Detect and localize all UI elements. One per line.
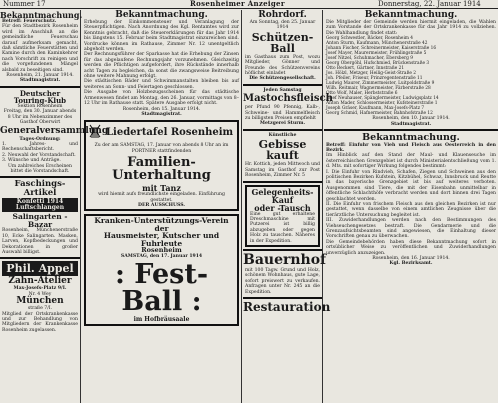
steuer-notice [82, 11, 241, 117]
notice-date: Rosenheim, 21. Januar 1914. [6, 73, 74, 79]
notice-signature: Kgl. Bezirksamt. [389, 261, 433, 267]
mastochs-head: Jeden Samstag [263, 87, 302, 93]
list-item: Anton Mader, Schlossermeister, Kufsteinerstraße 1 [326, 101, 438, 107]
notice-title: Bekanntmachung. [362, 132, 460, 144]
gebisse-ad [243, 133, 322, 179]
kranken-verein-ad [84, 214, 239, 325]
list-item: Otto Beckert, Gärtner, Innstraße 21 [326, 66, 405, 72]
notice-subject: Betreff: Einfuhr von Vieh und Fleisch aus Oesterreich in den Bezirk. [326, 142, 496, 153]
rohrdorf-title: Rohrdorf. [258, 10, 307, 20]
notice-date: Rosenheim, den 16. Januar 1914. [372, 256, 450, 262]
mastochs-title: Mastochsfleisch [243, 93, 333, 105]
festball-place: im Hofbräusaale [133, 316, 190, 324]
lyre-icon [87, 123, 103, 143]
column-4 [324, 10, 498, 403]
column-3 [243, 10, 333, 403]
column-1 [0, 10, 109, 403]
notice-date: Rosenheim, den 15. Januar 1914. [122, 106, 201, 112]
gelegen-body: Eine gut erhaltene Dreschmaschine mit Putzerei ist billig abzugeben oder gegen Holz zu tauschen. Näheres in der Expedition. [250, 211, 315, 244]
list-item: Anton Sturm, Kaufmann, Münchenerstraße 42 [326, 41, 428, 47]
issue-number: Nummer 17 [3, 0, 46, 8]
list-item: Georg Obergöhl, Hufschmied, Brückenstraße 3 [326, 61, 430, 67]
notice-title: Bekanntmachung. [364, 10, 458, 20]
appel-city: München [16, 296, 64, 307]
festball-title: : Fest-Ball : [114, 259, 209, 318]
familien-title: Familien- Unterhaltung [112, 155, 211, 184]
paper-title: Rosenheimer Anzeiger [190, 0, 285, 8]
list-item: Joseph Gräser, Kaufmann, Max-Josefs-Platz 7 [326, 106, 425, 112]
gv-agenda-2: 2. Neuwahl der Vorstandschaft. [2, 152, 76, 158]
notice-body-1: Erhebung der Einkommensteuer und Veranlagung der Steuerpflichtigen. Nach Anordnung des Kgl. Rentamtes wird zur Kenntnis gebracht, daß die Steuererklärungen für das Jahr 1914 bis längstens 15. Februar beim Stadtmagistrat einzureichen sind. Vordrucke können im Rathause, Zimmer Nr. 12 unentgeltlich abgeholt werden. [84, 20, 239, 53]
notice-body: Die Mitglieder der Gemeinde werden hiermit eingeladen, die Wahlen zum Vorstande der Ortskrankenkasse für das Jahr 1914 zu vollziehen. Die Wahlhandlung findet statt: [326, 20, 496, 36]
touring-club-ad [0, 88, 109, 174]
schuetzen-body: im Gasthaus zum Post, wozu Mitglieder, Gönner und Freunde des Schützenvereins höflichst einladet [245, 54, 320, 77]
familien-body: wird hiemit aufs freundlichste eingeladen. Einführung gestattet. [98, 192, 225, 203]
notice-body-4: Die Ausgabe von Holzbezugsscheinen für das städtische Armenwesen findet am Montag, den 26. Januar, vormittags von 8–12 Uhr im Rathause statt. Spätere Ausgabe erfolgt nicht. [84, 90, 239, 107]
appel-sub: Nr. 4 Wey [28, 291, 52, 297]
bauernhof-ad [243, 251, 327, 295]
mastochs-body: per Pfund 90 Pfennig, Kalb-, Schweine- und Hammelfleisch zu billigsten Preisen empfiehlt [245, 105, 320, 122]
gv-agenda-head: Tages-Ordnung: [19, 136, 61, 142]
bauernhof-body: mit 100 Tagw. Grund und Holz, schönem Wohnhaus, gute Lage, sofort preiswert zu verkaufen. Anfragen unter Nr. 245 an die Expedition. [245, 267, 320, 295]
gelegenheit-ad [245, 185, 320, 247]
masthead [0, 0, 498, 9]
club-title-1: Deutscher [19, 88, 61, 98]
rohrdorf-ad [243, 11, 322, 82]
kranken-title-2: Hausmeister, Kutscher und Fuhrleute [103, 231, 220, 248]
gv-title: Generalversammlung [0, 125, 109, 136]
list-item: Otto Wolf, Maler, Herbststraße 6 [326, 91, 398, 97]
notice-body: Für den Stadtbezirk Rosenheim wird im Anschluß an die gemeindliche Feuerschau darauf aufmerksam gemacht, daß sämtliche Feuerstätten und Kamine durch den Kaminkehrer nach Vorschrift zu reinigen und die vorgefundenen Mängel alsbald zu beseitigen sind. [2, 24, 78, 73]
liedertafel-ad [84, 120, 239, 211]
schuetzen-title: Schützen-Ball [251, 30, 314, 55]
list-item: Wilh. Reitmair, Wagnermeister, Färberstraße 28 [326, 86, 431, 92]
notice-title: Bekanntmachung. [0, 10, 83, 20]
gelegen-title-1: Gelegenheits-Kauf [251, 186, 314, 205]
rohrdorf-date: Am Sonntag, den 25. Januar 1914 [249, 20, 316, 31]
club-section: Sektion Rosenheim [17, 103, 63, 109]
list-item: Ludwig Maurer, Zimmermeister, Luitpoldstraße 9 [326, 81, 435, 87]
kranken-title-1: Kranken-Unterstützungs-Verein der [94, 216, 229, 233]
appel-body: Mitglied der Ortskrankenkasse und zur Behandlung von Mitgliedern der Krankenkasse Rosenheim zugelassen. [2, 311, 78, 333]
krankenkasse-notice [324, 11, 498, 127]
club-title-2: Touring-Klub [13, 95, 67, 105]
notice-date: Rosenheim, den 10. Januar 1914. [372, 116, 450, 122]
mastochs-ad [243, 87, 333, 127]
notice-body-1: Im Hinblick auf den Stand der Maul- und Klauenseuche im österreichischen Grenzgebiet ist durch Ministerialentschließung vom 1. d. Mts. mit sofortiger Wirkung folgendes bestimmt: [326, 153, 496, 170]
fasching-ad [0, 180, 80, 255]
notice-body-4: III. Zuwiderhandlungen werden nach den Bestimmungen des Viehseuchengesetzes bestraft. Die Gendarmerie und die Grenzaufsichtsbeamten sind angewiesen, die Einhaltung dieser Vorschriften genau zu überwachen. [326, 218, 496, 240]
gv-agenda-1: 1. Jahres- und Rechenschaftsbericht. [2, 141, 78, 153]
appel-title-2: Zahn-Atelier [8, 276, 72, 287]
familien-sub: mit Tanz [142, 183, 181, 194]
bauernhof-title: Bauernhof [243, 251, 327, 268]
list-item: Joh. Pfeiler, Friseur, Prinzregentenstraße 11 [326, 76, 423, 82]
liedertafel-body: Zu der am SAMSTAG, 17. Januar von abends 8 Uhr an im PORTNER stattfindenden [94, 143, 229, 154]
list-item: Georg Schmid, Hafnermeister, Bahnhofstraße 12 [326, 111, 433, 117]
appel-address: Max-Josefs-Platz 9/I. [13, 286, 67, 292]
column-2 [82, 10, 242, 403]
seuchen-notice [324, 133, 498, 267]
bazar-body: Rosenheim, Münchenerstraße 10, Ecke Salingarten. Masken, Larven, Kopfbedeckungen und Dekorationen in großer Auswahl billigst. [2, 228, 78, 255]
familien-sign: DER AUSSCHUSS. [138, 202, 185, 208]
bazar-title: Salingarten - Bazar [12, 212, 68, 229]
gebisse-head: Künstliche [268, 132, 297, 138]
mastochs-sign: Metzgerei Sturm. [259, 121, 306, 127]
appel-title-1: Phil. Appel [2, 261, 78, 276]
kranken-date: SAMSTAG, den 17. Januar 1914 [120, 253, 203, 259]
restauration-ad [243, 299, 331, 314]
club-body: Freitag, den 30. Januar abends 8 Uhr im Nebenzimmer des Gasthof Oberwirt [3, 109, 77, 126]
gelegen-title-2: oder -Tausch [254, 202, 311, 213]
fasching-title-1: Faschings-Artikel [14, 179, 66, 198]
list-item: Jos. Hölzl, Metzger, Heilig-Geist-Straße 2 [326, 71, 417, 77]
list-item: Johann Fischer, Schreinermeister, Kaiserstraße 16 [326, 46, 437, 52]
notice-signature: Stadtmagistrat. [141, 111, 182, 117]
notice-title: Bekanntmachung. [115, 10, 208, 20]
notice-signature: Stadtmagistrat. [19, 78, 61, 84]
issue-date: Donnerstag, 22. Januar 1914 [378, 0, 481, 8]
gebisse-title: Gebisse kauft [258, 138, 307, 163]
feuerschutz-notice [0, 10, 83, 84]
fasching-title-2: Konfetti 1914 Luftschlangen [2, 198, 78, 212]
gebisse-body: Hr. Kottich, jeden Mittwoch und Samstag im Gasthof zur Post Rosenheim, Zimmer Nr. 5 [245, 162, 320, 179]
notice-signature: Stadtmagistrat. [390, 121, 432, 127]
schuetzen-sign: Die Schützengesellschaft. [249, 76, 316, 82]
notice-body-5: Die Gemeindebehörden haben diese Bekanntmachung sofort in ortsüblicher Weise zu veröffentlichen und Zuwiderhandlungen unverzüglich anzuzeigen. [326, 239, 496, 256]
appel-street: straße 7/I. [27, 306, 53, 312]
notice-subject: Betreff: Feuerschutz. [2, 19, 57, 24]
notice-body-3: II. Die Einfuhr von frischem Fleisch aus den gleichen Bezirken ist nur gestattet, wenn dasselbe von einem amtlichen Zeugnisse über die tierärztliche Untersuchung begleitet ist. [326, 202, 496, 218]
notice-body-2: I. Die Einfuhr von Rindvieh, Schafen, Ziegen und Schweinen aus den politischen Bezirken Kufstein, Kitzbühel, Schwaz, Innsbruck und Reutte in das bayerische Grenzgebiet ist bis auf weiteres verboten. Ausgenommen sind Tiere, die mit der Eisenbahn unmittelbar in öffentliche Schlachthöfe verbracht werden und dort binnen drei Tagen geschlachtet werden. [326, 169, 496, 202]
liedertafel-title: Liedertafel Rosenheim [106, 127, 234, 139]
restauration-title: Restauration [243, 299, 331, 314]
list-item: Josef Mayer, Maurermeister, Frühlingstraße 5 [326, 51, 427, 57]
list-item: Georg Schwestler, Bäcker, Rosenheim 4 [326, 36, 414, 42]
notice-body-3: Die städtischen Bäder und Schwimmanstalten bleiben bis auf weiteres an Sonn- und Feiertagen geschlossen. [84, 79, 239, 90]
list-item: Josef Nitzel, Schuhmacher, Ebersberg 9 [326, 56, 413, 62]
zahn-atelier-ad [0, 261, 80, 333]
notice-list [324, 36, 498, 116]
kranken-city: Rosenheim [141, 246, 182, 255]
gv-agenda-3: 3. Wünsche und Anträge. [2, 158, 61, 164]
notice-body-2: Der Rechnungsführer der Sparkasse hat die Erhebung der Zinsen für das abgelaufene Rechnungsjahr vorzunehmen. Gleichzeitig werden die Pflichtigen aufgefordert, ihre Rückstände innerhalb acht Tagen zu begleichen, da sonst die zwangsweise Beitreibung ohne weitere Mahnung erfolgt. [84, 52, 239, 80]
gv-note: Um zahlreiches Erscheinen bittet die Vorstandschaft. [8, 163, 72, 174]
list-item: Josef Neuhauser, Spänglermeister, Ludwigsplatz 14 [326, 96, 439, 102]
